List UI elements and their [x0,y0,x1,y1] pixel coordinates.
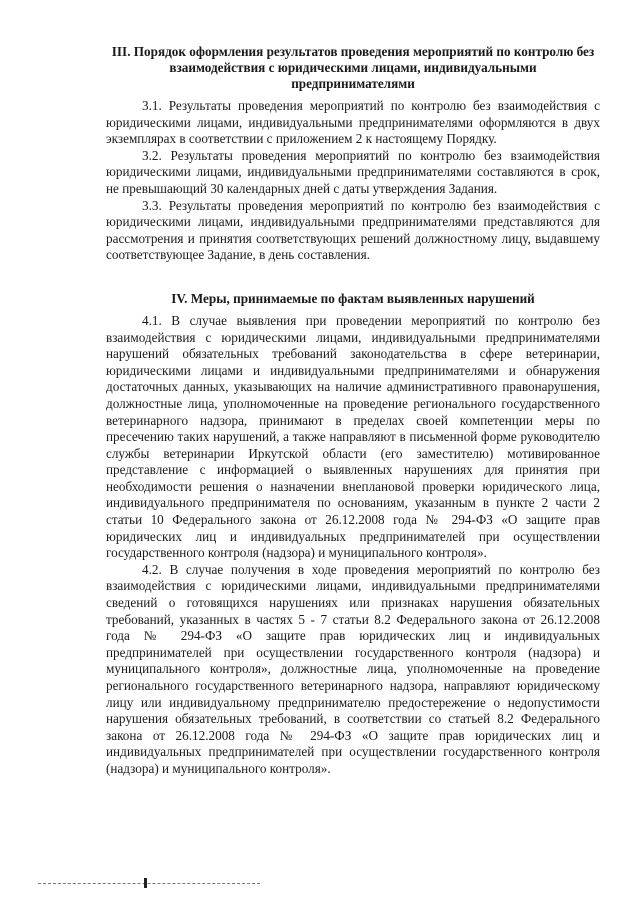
footer-mark [144,878,147,888]
footer-rule [38,883,260,884]
paragraph-3-3: 3.3. Результаты проведения мероприятий по контролю без взаимодействия с юридическими лицами, индивидуальными предпринимателями представляются для рассмотрения и принятия соответствующих решений должностному лицу, выдавшему соответствующее Задание, в день составления. [106,197,600,263]
paragraph-3-1: 3.1. Результаты проведения мероприятий по контролю без взаимодействия с юридическими лицами, индивидуальными предпринимателями оформляются в двух экземплярах в соответствии с приложением 2 к настоящему Порядку. [106,98,600,147]
paragraph-3-2: 3.2. Результаты проведения мероприятий по контролю без взаимодействия юридическими лицами, индивидуальными предпринимателями составляются в срок, не превышающий 30 календарных дней с даты утверждения Задания. [106,147,600,196]
paragraph-4-1: 4.1. В случае выявления при проведении мероприятий по контролю без взаимодействия с юридическими лицами, индивидуальными предпринимателями нарушений обязательных требований законодательства в сфере ветеринарии, юридическими лицами и индивидуальными предпринимателями и обнаружения достаточных данных, указывающих на наличие административного правонарушения, должностные лица, уполномоченные на проведение регионального государственного ветеринарного надзора, принимают в пределах своей компетенции меры по пресечению таких нарушений, а также направляют в письменной форме руководителю службы ветеринарии Иркутской области (его заместителю) мотивированное представление с информацией о выявленных нарушениях для принятия при необходимости решения о назначении внеплановой проверки юридического лица, индивидуального предпринимателя по основаниям, указанным в пункте 2 части 2 статьи 10 Федерального закона от 26.12.2008 года № 294-ФЗ «О защите прав юридических лиц и индивидуальных предпринимателей при осуществлении государственного контроля (надзора) и муниципального контроля». [106,312,600,561]
section-gap [106,264,600,291]
section-4-heading: IV. Меры, принимаемые по фактам выявленных нарушений [171,290,535,306]
paragraph-4-2: 4.2. В случае получения в ходе проведения мероприятий по контролю без взаимодействия с юридическими лицами, индивидуальными предпринимателями сведений о готовящихся нарушениях или признаках нарушения обязательных требований, указанных в частях 5 - 7 статьи 8.2 Федерального закона от 26.12.2008 года № 294-ФЗ «О защите прав юридических лиц и индивидуальных предпринимателей при осуществлении государственного контроля (надзора) и муниципального контроля», должностные лица, уполномоченные на проведение регионального государственного ветеринарного надзора, направляют юридическому лицу или индивидуальному предпринимателю предостережение о недопустимости нарушения обязательных требований, в соответствии со статьей 8.2 Федерального закона от 26.12.2008 года № 294-ФЗ «О защите прав юридических лиц и индивидуальных предпринимателей при осуществлении государственного контроля (надзора) и муниципального контроля». [106,561,600,776]
section-3-heading: III. Порядок оформления результатов проведения мероприятий по контролю без взаимодействия с юридическими лицами, индивидуальными предпринимателями [111,44,595,91]
